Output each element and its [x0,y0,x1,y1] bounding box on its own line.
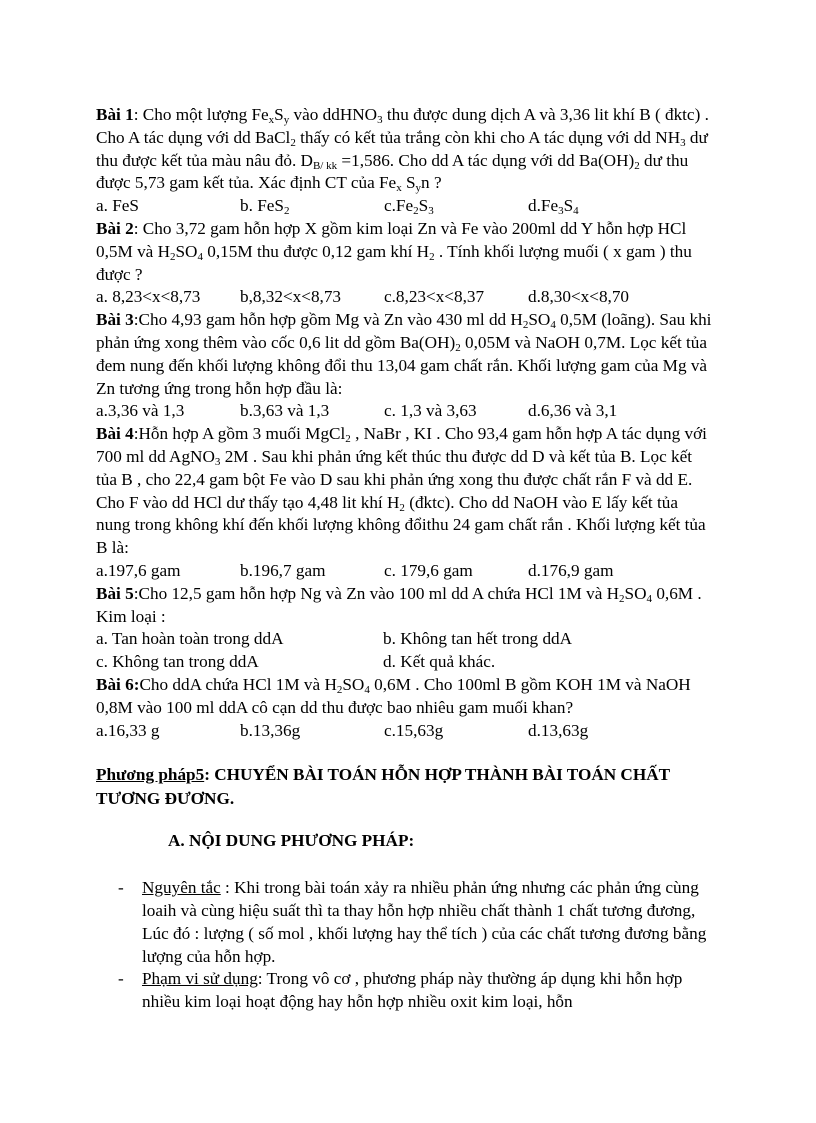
exercise-5-options-row2 [96,651,716,674]
option-c: c. Không tan trong ddA [96,652,259,672]
option-d: d.176,9 gam [528,560,614,580]
principle-label: Nguyên tắc [142,878,221,898]
exercise-4-options [96,560,716,583]
dash-bullet: - [118,969,124,989]
list-item-scope [96,968,716,1014]
option-b: b.3,63 và 1,3 [240,401,330,421]
option-a: a. Tan hoàn toàn trong ddA [96,629,284,649]
principle-text: : Khi trong bài toán xảy ra nhiều phản ứng nhưng các phản ứng cùng loaih và cùng hiệu suất thì ta thay hỗn hợp nhiều chất thành 1 chất tương đương, Lúc đó : lượng ( số mol , khối lượng hay thể tích ) của các chất tương đương bằng lượng của hỗn hợp. [142,878,707,966]
method-heading [96,763,716,810]
document-page [96,104,716,1014]
exercise-6-options [96,720,716,743]
option-d: d.13,63g [528,720,589,740]
option-a: a.197,6 gam [96,560,181,580]
exercise-5: Bài 5:Cho 12,5 gam hỗn hợp Ng và Zn vào 100 ml dd A chứa HCl 1M và $H_2SO_4$ 0,6M . Kim loại : [96,583,702,626]
scope-text: : Trong vô cơ , phương pháp này thường áp dụng khi hỗn hợp nhiều kim loại hoạt động hay hỗn hợp nhiều oxit kim loại, hỗn [142,969,683,1012]
option-b: b.196,7 gam [240,560,326,580]
exercise-2-label: Bài 2 [96,218,134,238]
option-b: b,8,32<x<8,73 [240,287,342,307]
exercise-3-options [96,400,716,423]
exercise-2-options [96,286,716,309]
option-c: $c.Fe_2S_3$ [384,196,434,218]
exercise-5-label: Bài 5 [96,583,134,603]
exercise-1-options [96,195,716,218]
option-d: d. Kết quả khác. [383,652,496,672]
option-c: c.8,23<x<8,37 [384,287,485,307]
option-a: a. FeS [96,196,139,216]
exercise-1: Bài 1: Cho một lượng $Fe_xS_y$ vào ddHNO$_3$ thu được dung dịch A và 3,36 lit khí B ( đktc) . Cho A tác dụng với dd BaCl$_2$ thấy có kết tủa trắng còn khi cho A tác dụng với dd $NH_3$ dư thu được kết tủa màu nâu đỏ. $D_{B/ kk} =1,586$. Cho dd A tác dụng với dd $Ba(OH)_2$ dư thu được 5,73 gam kết tủa. Xác định CT của $Fe_x$ $S_yn$ ? [96,105,709,195]
list-item-principle [96,877,716,968]
section-a-heading: A. NỘI DUNG PHƯƠNG PHÁP: [168,831,415,851]
option-d: d.6,36 và 3,1 [528,401,618,421]
method-title: : CHUYỂN BÀI TOÁN HỖN HỢP THÀNH BÀI TOÁN CHẤT TƯƠNG ĐƯƠNG. [96,765,670,808]
option-a: a. 8,23<x<8,73 [96,287,201,307]
exercise-1-label: Bài 1 [96,105,134,124]
option-b: b. FeS$_2$ [240,196,290,218]
option-a: a.3,36 và 1,3 [96,401,185,421]
method-label: Phương pháp5 [96,765,205,785]
exercise-4-label: Bài 4 [96,424,134,444]
option-c: c.15,63g [384,720,444,740]
dash-bullet: - [118,878,124,898]
exercise-6: Bài 6:Cho ddA chứa HCl 1M và $H_2SO_4$ 0,6M . Cho 100ml B gồm KOH 1M và NaOH 0,8M vào 100 ml ddA cô cạn dd thu được bao nhiêu gam muối khan? [96,674,691,717]
option-b: b.13,36g [240,720,301,740]
scope-label: Phạm vi sử dụng [142,969,258,989]
exercise-5-options-row1 [96,628,716,651]
option-c: c. 1,3 và 3,63 [384,401,477,421]
option-b: b. Không tan hết trong ddA [383,629,573,649]
exercise-4: Bài 4:Hỗn hợp A gồm 3 muối MgCl$_2$ , NaBr , KI . Cho 93,4 gam hỗn hợp A tác dụng với 700 ml dd AgNO$_3$ 2M . Sau khi phản ứng kết thúc thu được dd D và kết tủa B. Lọc kết tủa B , cho 22,4 gam bột Fe vào D sau khi phản ứng xong thu được chất rắn F và dd E. Cho F vào dd HCl dư thấy tạo 4,48 lit khí $H_2$ (đktc). Cho dd NaOH vào E lấy kết tủa nung trong không khí đến khối lượng không đổithu 24 gam chất rắn . Khối lượng kết tủa B là: [96,424,707,558]
exercise-3-label: Bài 3 [96,310,134,330]
exercise-3: Bài 3:Cho 4,93 gam hỗn hợp gồm Mg và Zn vào 430 ml dd $H_2SO_4$ 0,5M (loãng). Sau khi phản ứng xong thêm vào cốc 0,6 lit dd gồm $Ba(OH)_2$ 0,05M và NaOH 0,7M. Lọc kết tủa đem nung đến khối lượng không đổi thu 13,04 gam chất rắn. Khối lượng gam của Mg và Zn tương ứng trong hỗn hợp đầu là: [96,310,712,398]
principles-list [96,877,716,1014]
option-d: $d.Fe_3S_4$ [528,196,579,218]
option-a: a.16,33 g [96,720,160,740]
exercise-2: Bài 2: Cho 3,72 gam hỗn hợp X gồm kim loại Zn và Fe vào 200ml dd Y hỗn hợp HCl 0,5M và $H_2SO_4$ 0,15M thu được 0,12 gam khí $H_2$ . Tính khối lượng muối ( x gam ) thu được ? [96,218,692,284]
option-d: d.8,30<x<8,70 [528,287,630,307]
exercise-6-label: Bài 6: [96,674,140,694]
option-c: c. 179,6 gam [384,560,473,580]
